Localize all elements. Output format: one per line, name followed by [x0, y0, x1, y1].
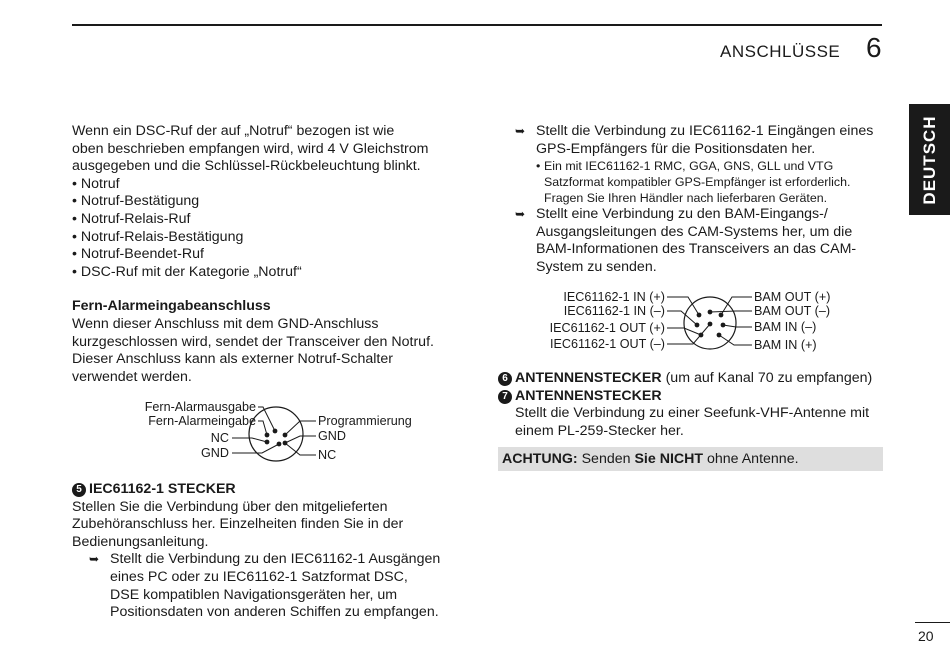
section-5-number: 5: [72, 483, 86, 497]
gps-arrow-item: [498, 123, 888, 158]
fern-line: kurzgeschlossen wird, sendet der Transceiver den Notruf.: [72, 333, 434, 350]
pin-label-nc-right: NC: [318, 448, 337, 462]
intro-line: Wenn ein DSC-Ruf der auf „Notruf“ bezogen ist wie: [72, 123, 395, 139]
section-7-line: einem PL-259-Stecker her.: [515, 422, 684, 439]
bullet-item: • Notruf-Relais-Bestätigung: [72, 228, 244, 245]
left-column: [72, 123, 452, 386]
bullet-item: • Notruf-Beendet-Ruf: [72, 246, 204, 263]
warning-box: [498, 447, 883, 471]
alarm-connector-diagram: [72, 395, 472, 470]
bullet-item: • Notruf-Relais-Ruf: [72, 210, 191, 227]
arrow-item-line: eines PC oder zu IEC61162-1 Satzformat DSC,: [110, 568, 408, 585]
section-5-arrow-item: [72, 551, 457, 621]
pin-label-fern-ausgabe: Fern-Alarmausgabe: [144, 400, 256, 414]
arrow-item-line: System zu senden.: [536, 258, 657, 275]
arrow-icon: ➥: [89, 552, 100, 567]
intro-line: ausgegeben und die Schlüssel-Rückbeleuchtung blinkt.: [72, 158, 421, 175]
warning-text: Senden: [577, 451, 635, 467]
sections-6-7: [498, 370, 888, 440]
arrow-icon: ➥: [515, 124, 526, 138]
warning-label: ACHTUNG:: [502, 451, 578, 467]
section-7-line: Stellt die Verbindung zu einer Seefunk-VHF-Antenne mit: [515, 405, 870, 422]
note-bullet: •: [536, 159, 541, 174]
pin-label-bam-out-plus: BAM OUT (+): [754, 290, 831, 304]
section-5-title: IEC61162-1 STECKER: [89, 481, 236, 497]
arrow-item-line: BAM-Informationen des Transceivers an das CAM-: [536, 241, 857, 258]
section-5: [72, 481, 457, 622]
section-6-title: ANTENNENSTECKER: [515, 370, 662, 386]
arrow-icon: ➥: [515, 207, 526, 222]
fern-line: verwendet werden.: [72, 368, 192, 385]
section-6-suffix: (um auf Kanal 70 zu empfangen): [665, 370, 873, 386]
section-5-line: Bedienungsanleitung.: [72, 533, 209, 550]
section-5-heading: [72, 481, 457, 499]
section-7-number: 7: [498, 390, 512, 404]
section-7-heading: [498, 388, 888, 406]
warning-text-end: ohne Antenne.: [703, 451, 799, 467]
pin-label-out-plus: IEC61162-1 OUT (+): [549, 321, 665, 335]
fern-line: Dieser Anschluss kann als externer Notruf-Schalter: [72, 351, 393, 368]
bullet-item: • Notruf: [72, 175, 120, 192]
pin-label-nc: NC: [210, 431, 229, 445]
pin-label-gnd-right: GND: [318, 429, 346, 443]
pin-label-out-minus: IEC61162-1 OUT (–): [549, 337, 665, 351]
pin-label-bam-in-minus: BAM IN (–): [754, 320, 817, 334]
intro-line: oben beschrieben empfangen wird, wird 4 V Gleichstrom: [72, 140, 429, 157]
right-column: [498, 123, 888, 277]
note-line: Fragen Sie Ihren Händler nach lieferbaren Geräten.: [544, 191, 828, 206]
pin-label-programmierung: Programmierung: [318, 414, 412, 428]
section-7-title: ANTENNENSTECKER: [515, 387, 662, 404]
note-line: Ein mit IEC61162-1 RMC, GGA, GNS, GLL und VTG: [544, 159, 834, 174]
section-6-heading: [498, 370, 888, 388]
chapter-title: ANSCHLÜSSE: [720, 42, 841, 61]
pin-label-bam-out-minus: BAM OUT (–): [754, 304, 831, 318]
bam-arrow-item: [498, 206, 888, 276]
gps-note: [498, 158, 888, 206]
language-tab: [909, 104, 950, 215]
bullet-item: • Notruf-Bestätigung: [72, 193, 200, 210]
iec-connector-diagram: [498, 285, 888, 357]
bullet-item: • DSC-Ruf mit der Kategorie „Notruf“: [72, 263, 302, 280]
pin-label-in-minus: IEC61162-1 IN (–): [563, 304, 665, 318]
top-rule: [72, 24, 882, 26]
pin-label-fern-eingabe: Fern-Alarmeingabe: [148, 414, 256, 428]
arrow-item-line: Positionsdaten von anderen Schiffen zu empfangen.: [110, 604, 439, 621]
arrow-item-line: GPS-Empfängers für die Positionsdaten her.: [536, 140, 816, 157]
section-6-number: 6: [498, 372, 512, 386]
chapter-number: 6: [866, 32, 882, 63]
connector-leader-lines: [667, 297, 752, 345]
language-tab-label: DEUTSCH: [919, 114, 939, 205]
pin-label-in-plus: IEC61162-1 IN (+): [563, 290, 665, 304]
arrow-item-line: DSE kompatiblen Navigationsgeräten her, um: [110, 586, 398, 603]
arrow-item-line: Stellt die Verbindung zu den IEC61162-1 Ausgängen: [110, 551, 441, 568]
note-line: Satzformat kompatibler GPS-Empfänger ist erforderlich.: [544, 175, 851, 190]
pin-label-gnd: GND: [201, 446, 229, 460]
section-5-line: Stellen Sie die Verbindung über den mitgelieferten: [72, 498, 388, 515]
pin-label-bam-in-plus: BAM IN (+): [754, 338, 817, 352]
fern-line: Wenn dieser Anschluss mit dem GND-Anschluss: [72, 315, 379, 332]
warning-emphasis: Sie NICHT: [634, 451, 704, 467]
page-number: 20: [918, 628, 934, 644]
arrow-item-line: Ausgangsleitungen des CAM-Systems her, um die: [536, 223, 853, 240]
page-number-rule: [915, 622, 950, 623]
arrow-item-line: Stellt die Verbindung zu IEC61162-1 Eingängen eines: [536, 123, 874, 139]
section-5-line: Zubehöranschluss her. Einzelheiten finden Sie in der: [72, 516, 404, 533]
arrow-item-line: Stellt eine Verbindung zu den BAM-Eingangs-/: [536, 206, 828, 223]
fern-heading: Fern-Alarmeingabeanschluss: [72, 298, 271, 315]
